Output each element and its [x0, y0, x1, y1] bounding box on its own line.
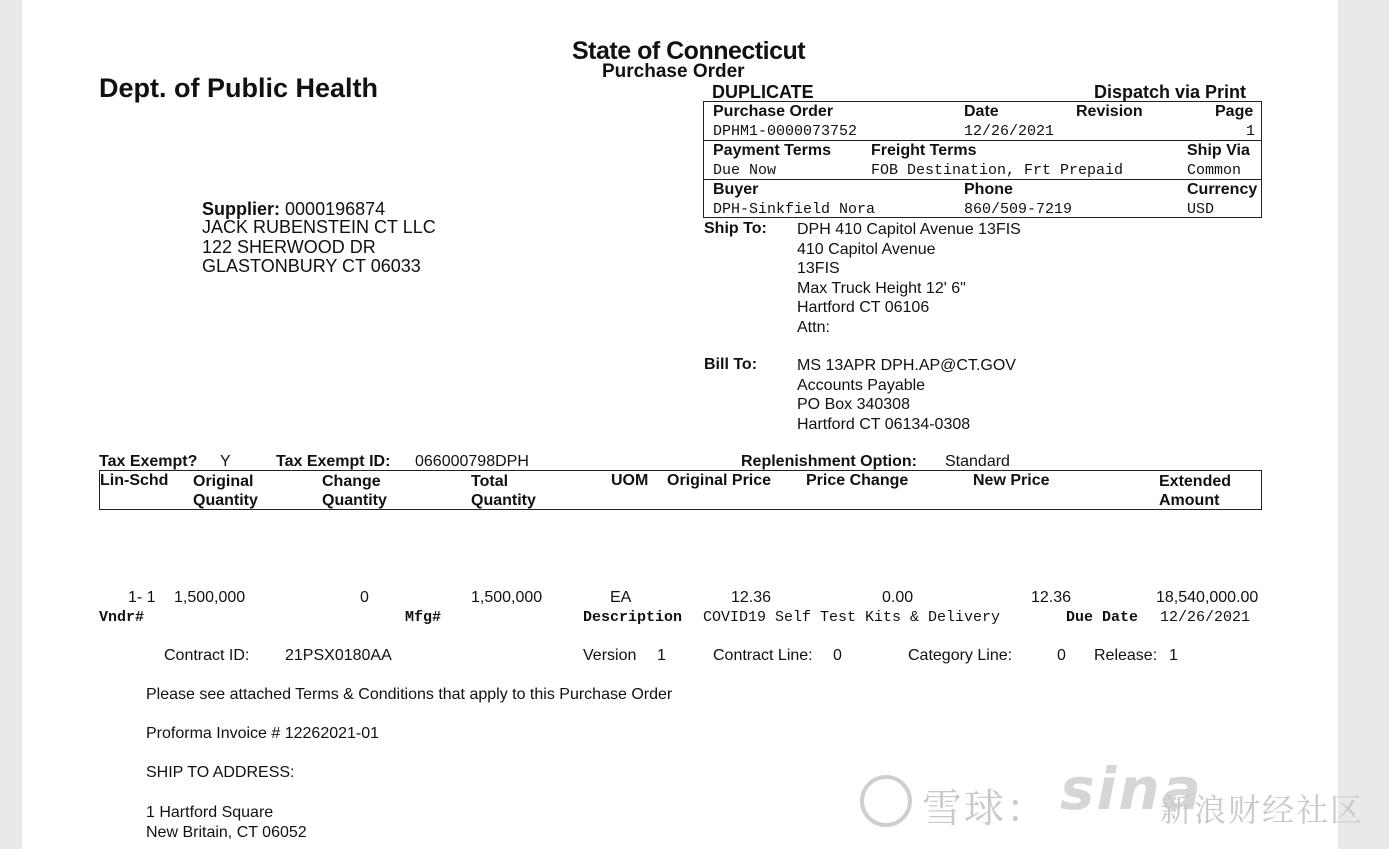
bill-to-line: Accounts Payable [797, 376, 926, 394]
po-number-label: Purchase Order [713, 103, 834, 120]
buyer-value: DPH-Sinkfield Nora [713, 201, 876, 218]
watermark-text: 雪球： [922, 786, 1048, 832]
col-header-text: Total [471, 473, 509, 490]
payment-terms-label: Payment Terms [713, 142, 831, 159]
ship-to-line: 410 Capitol Avenue [797, 240, 936, 258]
bill-to-line: PO Box 340308 [797, 396, 910, 413]
bill-to-line: Hartford CT 06134-0308 [797, 415, 971, 433]
col-original-quantity [193, 472, 258, 510]
tax-exempt-id-value: 066000798DPH [415, 453, 529, 470]
date-value: 12/26/2021 [964, 123, 1055, 140]
col-header-text: Amount [1159, 492, 1220, 509]
ship-address-block [146, 803, 307, 842]
line-price-change: 0.00 [882, 589, 914, 606]
col-header-text: Quantity [471, 492, 536, 509]
description-value: COVID19 Self Test Kits & Delivery [703, 609, 1001, 626]
ship-to-line: DPH 410 Capitol Avenue 13FIS [797, 221, 1021, 238]
page-label: Page [1215, 103, 1254, 120]
phone-value: 860/509-7219 [964, 201, 1073, 218]
line-total-qty: 1,500,000 [471, 589, 543, 606]
tax-exempt-id-label: Tax Exempt ID: [276, 453, 391, 470]
ship-to-line: Hartford CT 06106 [797, 299, 930, 316]
buyer-label: Buyer [713, 181, 759, 198]
col-price-change: Price Change [806, 472, 909, 489]
tax-exempt-label: Tax Exempt? [99, 453, 198, 470]
contract-line-value: 0 [833, 647, 842, 664]
ship-to-line: 13FIS [797, 260, 840, 277]
line-original-price: 12.36 [731, 589, 772, 606]
due-date-value: 12/26/2021 [1160, 609, 1251, 626]
supplier-address [202, 218, 436, 277]
contract-line-label: Contract Line: [713, 647, 813, 664]
tax-exempt-value: Y [220, 453, 231, 470]
department-title: Dept. of Public Health [99, 73, 379, 103]
supplier-label: Supplier: [202, 199, 281, 219]
phone-label: Phone [964, 181, 1013, 198]
col-uom: UOM [611, 472, 649, 489]
freight-terms-value: FOB Destination, Frt Prepaid [871, 162, 1124, 179]
due-date-label: Due Date [1066, 609, 1139, 626]
watermark [860, 755, 1380, 835]
watermark-suffix: 新浪财经社区 [1160, 791, 1365, 829]
sina-logo: sina [1060, 755, 1203, 823]
vendor-number-label: Vndr# [99, 609, 145, 626]
purchase-order-page [22, 0, 1365, 849]
divider [703, 179, 1262, 180]
supplier-city: GLASTONBURY CT 06033 [202, 256, 421, 276]
line-lin-schd: 1- 1 [128, 589, 156, 606]
ship-to-line: Max Truck Height 12' 6" [797, 279, 966, 297]
ship-to-line: Attn: [797, 318, 830, 336]
bill-to-address [797, 356, 1016, 434]
proforma-note: Proforma Invoice # 12262021-01 [146, 725, 380, 742]
col-header-text: Quantity [193, 492, 258, 509]
col-header-text: Extended [1159, 473, 1232, 490]
po-number-value: DPHM1-0000073752 [713, 123, 858, 140]
currency-label: Currency [1187, 181, 1258, 198]
version-label: Version [583, 647, 637, 664]
xueqiu-logo-icon [860, 775, 912, 827]
ship-via-label: Ship Via [1187, 142, 1250, 159]
col-header-text: Change [322, 473, 381, 490]
description-label: Description [583, 609, 683, 626]
col-new-price: New Price [973, 472, 1050, 489]
col-original-price: Original Price [667, 472, 772, 489]
ship-to-label: Ship To: [704, 220, 767, 237]
line-extended-amount: 18,540,000.00 [1156, 589, 1259, 606]
doc-type-title: Purchase Order [602, 61, 745, 82]
category-line-label: Category Line: [908, 647, 1013, 664]
bill-to-label: Bill To: [704, 356, 758, 373]
col-total-quantity [471, 472, 536, 510]
col-change-quantity [322, 472, 387, 510]
line-uom: EA [610, 589, 632, 606]
release-value: 1 [1169, 647, 1178, 664]
replenishment-value: Standard [945, 453, 1010, 470]
ship-to-address [797, 220, 1021, 337]
release-label: Release: [1094, 647, 1158, 664]
currency-value: USD [1187, 201, 1215, 218]
freight-terms-label: Freight Terms [871, 142, 977, 159]
col-header-text: Original [193, 473, 254, 490]
col-lin-schd: Lin-Schd [100, 472, 169, 489]
contract-id-label: Contract ID: [164, 647, 250, 664]
col-extended-amount [1159, 472, 1231, 510]
mfg-number-label: Mfg# [405, 609, 442, 626]
line-original-qty: 1,500,000 [174, 589, 246, 606]
supplier-name: JACK RUBENSTEIN CT LLC [202, 217, 436, 237]
dispatch-method: Dispatch via Print [1094, 82, 1247, 102]
page-value: 1 [1246, 123, 1256, 140]
divider [703, 140, 1262, 141]
replenishment-label: Replenishment Option: [741, 453, 917, 470]
payment-terms-value: Due Now [713, 162, 777, 179]
contract-id-value: 21PSX0180AA [285, 647, 392, 664]
line-new-price: 12.36 [1031, 589, 1072, 606]
ship-via-value: Common [1187, 162, 1242, 179]
supplier-street: 122 SHERWOOD DR [202, 236, 376, 257]
ship-address-line: 1 Hartford Square [146, 804, 274, 821]
state-title: State of Connecticut [572, 37, 806, 65]
terms-note: Please see attached Terms & Conditions that apply to this Purchase Order [146, 686, 673, 703]
copy-type: DUPLICATE [712, 82, 814, 102]
category-line-value: 0 [1057, 647, 1066, 664]
revision-label: Revision [1076, 103, 1143, 120]
ship-to-address-label: SHIP TO ADDRESS: [146, 764, 295, 781]
version-value: 1 [657, 647, 666, 664]
line-change-qty: 0 [360, 589, 369, 606]
ship-address-line: New Britain, CT 06052 [146, 823, 307, 841]
col-header-text: Quantity [322, 492, 387, 509]
bill-to-line: MS 13APR DPH.AP@CT.GOV [797, 357, 1016, 374]
date-label: Date [964, 103, 999, 120]
supplier-id: 0000196874 [285, 199, 386, 219]
